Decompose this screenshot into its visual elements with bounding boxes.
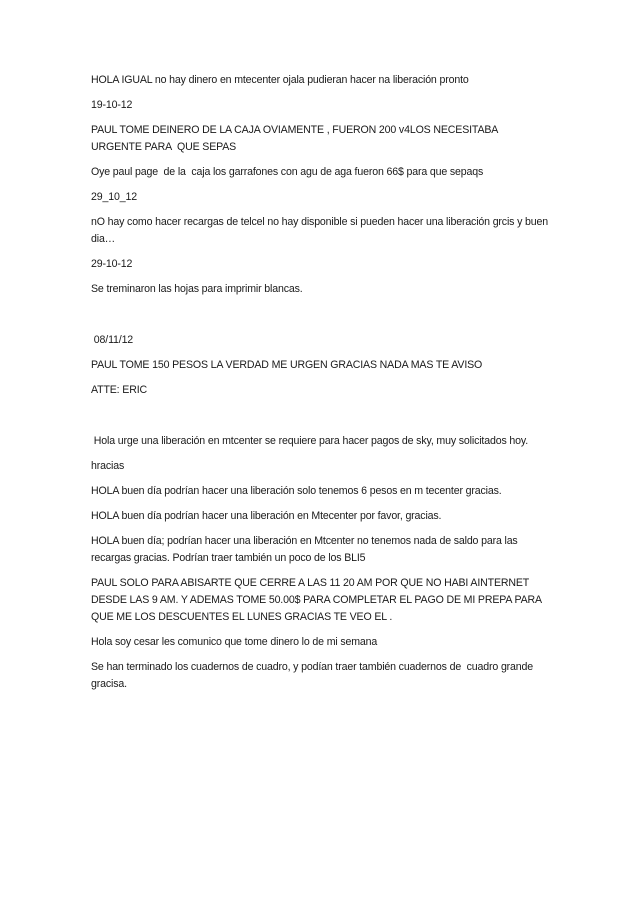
note-signature: ATTE: ERIC — [91, 384, 147, 396]
note-paragraph: nO hay como hacer recargas de telcel no hay disponible si pueden hacer una liberación grcis y buen dia… — [91, 216, 551, 245]
note-date: 29-10-12 — [91, 258, 133, 270]
note-paragraph: PAUL TOME 150 PESOS LA VERDAD ME URGEN GRACIAS NADA MAS TE AVISO — [91, 359, 483, 371]
note-paragraph: Hola soy cesar les comunico que tome dinero lo de mi semana — [91, 636, 378, 648]
note-date: 08/11/12 — [91, 334, 134, 346]
note-paragraph: Se han terminado los cuadernos de cuadro, y podían traer también cuadernos de cuadro grande gracisa. — [91, 661, 536, 690]
note-paragraph: Oye paul page de la caja los garrafones con agu de aga fueron 66$ para que sepaqs — [91, 166, 484, 178]
blank-line — [91, 407, 551, 433]
note-paragraph: hracias — [91, 460, 125, 472]
note-paragraph: HOLA IGUAL no hay dinero en mtecenter ojala pudieran hacer na liberación pronto — [91, 74, 469, 86]
note-paragraph: Hola urge una liberación en mtcenter se requiere para hacer pagos de sky, muy solicitados hoy. — [91, 435, 529, 447]
note-paragraph: PAUL SOLO PARA ABISARTE QUE CERRE A LAS 11 20 AM POR QUE NO HABI AINTERNET DESDE LAS 9 AM. Y ADEMAS TOME 50.00$ PARA COMPLETAR EL PAGO DE MI PREPA PARA QUE ME LOS DESCUENTES EL LUNES GRACIAS TE VEO EL . — [91, 577, 545, 623]
note-paragraph: HOLA buen día podrían hacer una liberación en Mtecenter por favor, gracias. — [91, 510, 442, 522]
note-date: 19-10-12 — [91, 99, 133, 111]
blank-line — [91, 306, 551, 332]
note-paragraph: Se treminaron las hojas para imprimir blancas. — [91, 283, 303, 295]
note-date: 29_10_12 — [91, 191, 137, 203]
note-paragraph: PAUL TOME DEINERO DE LA CAJA OVIAMENTE , FUERON 200 v4LOS NECESITABA URGENTE PARA QUE SEPAS — [91, 124, 509, 153]
note-paragraph: HOLA buen día; podrían hacer una liberación en Mtcenter no tenemos nada de saldo para las recargas gracias. Podrían traer también un poco de los BLI5 — [91, 535, 521, 564]
document-page — [91, 72, 551, 701]
note-paragraph: HOLA buen día podrían hacer una liberación solo tenemos 6 pesos en m tecenter gracias. — [91, 485, 502, 497]
